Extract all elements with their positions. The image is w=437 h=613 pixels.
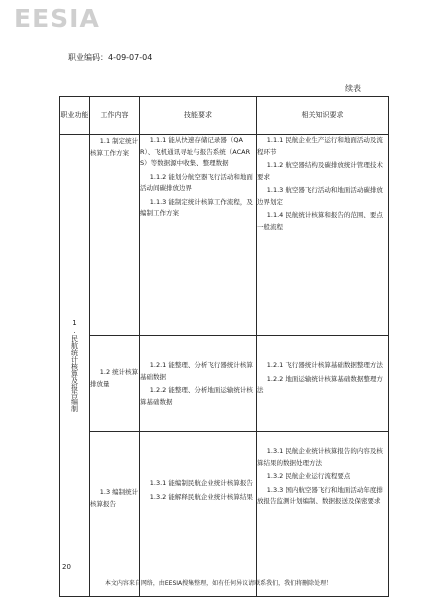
header-work-content: 工作内容 <box>90 97 140 135</box>
occupation-code: 职业编码：4-09-07-04 <box>68 53 153 62</box>
knowledge-item: 1.2.1 飞行器统计核算基础数据整理方法 <box>266 361 383 369</box>
knowledge-cell <box>257 135 389 336</box>
skill-item: 1.1.3 能制定统计核算工作流程，及编制工作方案 <box>140 197 253 217</box>
skill-item: 1.3.1 能编制民航企业统计核算报告 <box>149 479 253 487</box>
work-content-text: 1.1 制定统计核算工作方案 <box>90 137 139 157</box>
skill-item: 1.2.1 能整理、分析飞行器统计核算基础数据 <box>140 361 253 381</box>
work-content-cell <box>90 336 140 432</box>
knowledge-item: 1.1.4 民航统计核算和报告的范围、要点一般流程 <box>257 211 383 231</box>
page-number: 20 <box>62 563 71 571</box>
knowledge-item: 1.3.1 民航企业统计核算报告的内容及核算结果的数据处理方法 <box>257 447 383 467</box>
function-label: 1.民航统计核算及报告编制 <box>70 319 79 412</box>
eesia-logo: EESIA <box>14 4 100 33</box>
header-knowledge-requirements: 相关知识要求 <box>257 97 389 135</box>
header-function: 职业功能 <box>60 97 90 135</box>
table-row <box>60 336 389 432</box>
knowledge-cell <box>257 432 389 597</box>
knowledge-item: 1.1.3 航空器飞行活动和地面活动碳排放边界划定 <box>257 186 383 206</box>
continued-label: 续表 <box>345 84 361 93</box>
work-content-cell <box>90 135 140 336</box>
skill-cell <box>140 135 257 336</box>
skill-item: 1.3.2 能解释民航企业统计核算结果 <box>149 492 253 501</box>
footer-notice: 本文内容来自网络，由EESIA搜集整理，如有任何异议请联系我们，我们将删除处理！ <box>104 580 333 587</box>
table-row <box>60 135 389 336</box>
skill-cell <box>140 336 257 432</box>
knowledge-cell <box>257 336 389 432</box>
knowledge-item: 1.1.2 航空器结构及碳排放统计管理技术要求 <box>257 161 383 181</box>
knowledge-item: 1.3.3 国内航空器飞行和地面活动年度排放报告监测计划编制、数据报送及保密要求 <box>257 485 383 505</box>
skill-cell <box>140 432 257 597</box>
skill-item: 1.1.1 能从快速存储记录器（QAR）、飞机通讯寻址与报告系统（ACARS）等数据源中收集、整理数据 <box>140 136 251 167</box>
header-skill-requirements: 技能要求 <box>140 97 257 135</box>
work-content-text: 1.3 编制统计核算报告 <box>90 488 139 508</box>
knowledge-item: 1.3.2 民航企业运行流程要点 <box>266 472 351 480</box>
table-row <box>60 432 389 597</box>
knowledge-item: 1.2.2 地面运输统计核算基础数据整理方法 <box>257 374 383 394</box>
work-content-cell <box>90 432 140 597</box>
skill-item: 1.1.2 能划分航空器飞行活动和地面活动间碳排放边界 <box>140 172 253 192</box>
requirements-table <box>59 96 389 597</box>
table-header-row <box>60 97 389 135</box>
function-cell <box>60 135 90 597</box>
knowledge-item: 1.1.1 民航企业生产运行和地面活动及流程环节 <box>257 136 383 156</box>
skill-item: 1.2.2 能整理、分析地面运输统计核算基础数据 <box>140 386 253 406</box>
work-content-text: 1.2 统计核算排放量 <box>90 368 139 388</box>
